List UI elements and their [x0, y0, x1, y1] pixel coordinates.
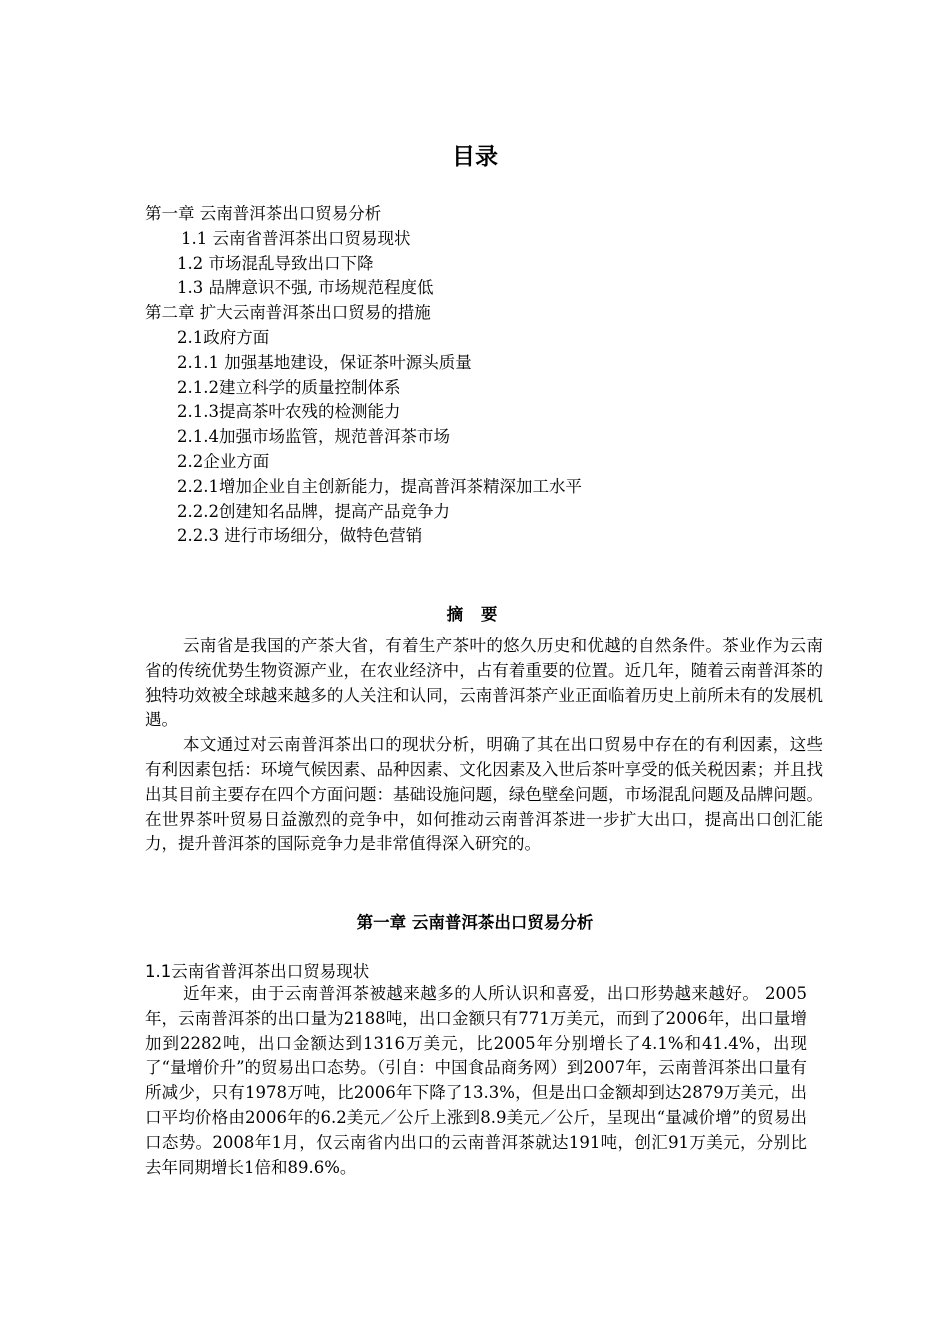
toc-entry-chapter-2: 第二章 扩大云南普洱茶出口贸易的措施	[145, 303, 431, 323]
section-body	[145, 982, 807, 1180]
toc-entry-2-1-4: 2.1.4加强市场监管，规范普洱茶市场	[177, 427, 450, 447]
table-of-contents	[145, 202, 845, 549]
toc-entry-chapter-1: 第一章 云南普洱茶出口贸易分析	[145, 204, 382, 223]
toc-entry-2-1: 2.1政府方面	[177, 327, 270, 347]
section-heading: 1.1云南省普洱茶出口贸易现状	[145, 962, 370, 981]
toc-title: 目录	[452, 144, 498, 170]
abstract-paragraph: 本文通过对云南普洱茶出口的现状分析，明确了其在出口贸易中存在的有利因素，这些有利因素包括：环境气候因素、品种因素、文化因素及入世后茶叶享受的低关税因素；并且找出其目前主要存在四个方面问题：基础设施问题，绿色壁垒问题，市场混乱问题及品牌问题。在世界茶叶贸易日益激烈的竞争中，如何推动云南普洱茶进一步扩大出口，提高出口创汇能力，提升普洱茶的国际竞争力是非常值得深入研究的。	[145, 735, 823, 854]
abstract-paragraph: 云南省是我国的产茶大省，有着生产茶叶的悠久历史和优越的自然条件。茶业作为云南省的传统优势生物资源产业，在农业经济中，占有着重要的位置。近几年，随着云南普洱茶的独特功效被全球越来越多的人关注和认同，云南普洱茶产业正面临着历史上前所未有的发展机遇。	[145, 636, 823, 730]
abstract-body	[145, 634, 823, 857]
toc-entry-2-2-2: 2.2.2创建知名品牌，提高产品竞争力	[177, 501, 450, 521]
toc-entry-1-2: 1.2 市场混乱导致出口下降	[177, 253, 374, 273]
body-paragraph: 近年来，由于云南普洱茶被越来越多的人所认识和喜爱，出口形势越来越好。 2005年，云南普洱茶的出口量为2188吨，出口金额只有771万美元，而到了2006年，出口量增加到2282吨，出口金额达到1316万美元，比2005年分别增长了4.1%和41.4%，出现了“量增价升”的贸易出口态势。（引自：中国食品商务网）到2007年，云南普洱茶出口量有所减少，只有1978万吨，比2006年下降了13.3%，但是出口金额却到达2879万美元，出口平均价格由2006年的6.2美元／公斤上涨到8.9美元／公斤，呈现出“量减价增”的贸易出口态势。2008年1月，仅云南省内出口的云南普洱茶就达191吨，创汇91万美元，分别比去年同期增长1倍和89.6%。	[145, 984, 807, 1177]
abstract-heading: 摘 要	[446, 605, 504, 624]
chapter-heading: 第一章 云南普洱茶出口贸易分析	[356, 913, 594, 932]
toc-entry-1-1: 1.1 云南省普洱茶出口贸易现状	[181, 228, 411, 248]
toc-entry-2-1-1: 2.1.1 加强基地建设，保证茶叶源头质量	[177, 352, 472, 372]
toc-entry-2-1-2: 2.1.2建立科学的质量控制体系	[177, 377, 401, 397]
toc-entry-2-2: 2.2企业方面	[177, 451, 270, 471]
toc-entry-2-2-3: 2.2.3 进行市场细分，做特色营销	[177, 526, 423, 546]
toc-entry-2-2-1: 2.2.1增加企业自主创新能力，提高普洱茶精深加工水平	[177, 476, 582, 496]
toc-entry-2-1-3: 2.1.3提高茶叶农残的检测能力	[177, 402, 401, 422]
toc-entry-1-3: 1.3 品牌意识不强, 市场规范程度低	[177, 278, 434, 298]
